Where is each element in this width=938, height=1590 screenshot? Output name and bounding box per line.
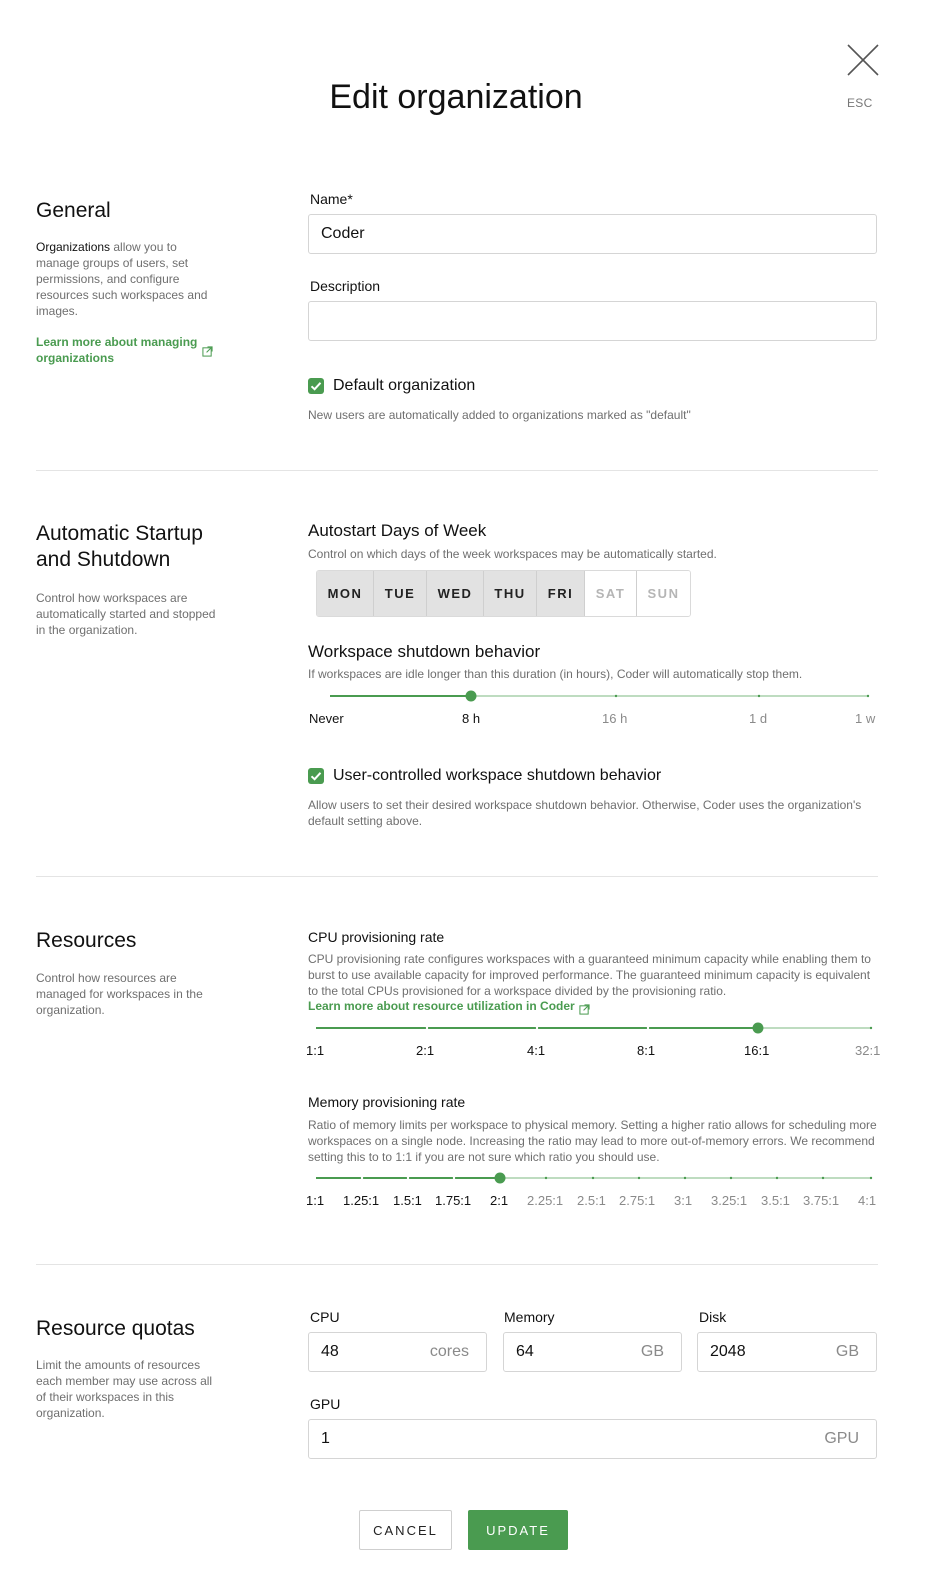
slider-mark xyxy=(867,695,869,697)
disk-quota-unit: GB xyxy=(835,1343,859,1360)
cpu-quota-input[interactable] xyxy=(308,1332,487,1372)
divider xyxy=(36,1264,878,1265)
divider xyxy=(36,470,878,471)
user-controlled-helper: Allow users to set their desired workspace shutdown behavior. Otherwise, Coder uses the organization's default setting above. xyxy=(308,798,862,828)
slider-mark xyxy=(776,1177,778,1179)
mem-tick: 3:1 xyxy=(674,1193,693,1208)
disk-quota-input[interactable] xyxy=(697,1332,877,1372)
name-input[interactable] xyxy=(308,214,877,254)
external-link-icon xyxy=(202,344,213,362)
description-label: Description xyxy=(310,278,381,294)
day-tue-button[interactable]: TUE xyxy=(374,571,427,616)
memory-quota-input[interactable] xyxy=(503,1332,682,1372)
mem-tick: 3.25:1 xyxy=(711,1193,748,1208)
learn-more-organizations-text: Learn more about managing organizations xyxy=(36,335,198,365)
organizations-term: Organizations xyxy=(36,240,111,254)
day-sat-button[interactable]: SAT xyxy=(585,571,637,616)
mem-tick: 2:1 xyxy=(490,1193,509,1208)
slider-mark xyxy=(545,1177,547,1179)
close-icon[interactable] xyxy=(845,42,881,78)
memory-quota-label: Memory xyxy=(504,1309,555,1325)
cancel-button[interactable]: CANCEL xyxy=(359,1510,452,1550)
slider-mark xyxy=(592,1177,594,1179)
cpu-tick-4-1: 4:1 xyxy=(527,1043,546,1058)
gpu-quota-unit: GPU xyxy=(824,1430,859,1447)
slider-mark xyxy=(426,1027,428,1029)
section-title-resources: Resources xyxy=(36,929,137,952)
slider-mark xyxy=(647,1027,649,1029)
name-label xyxy=(310,191,353,207)
update-button[interactable]: UPDATE xyxy=(468,1510,568,1550)
slider-mark xyxy=(361,1177,363,1179)
slider-mark xyxy=(536,1027,538,1029)
day-fri-button[interactable]: FRI xyxy=(537,571,585,616)
cpu-rate-title: CPU provisioning rate xyxy=(308,929,445,945)
mem-tick: 2.75:1 xyxy=(619,1193,656,1208)
description-input[interactable] xyxy=(308,301,877,341)
divider xyxy=(36,876,878,877)
gpu-quota-input[interactable] xyxy=(308,1419,877,1459)
slider-mark xyxy=(615,695,617,697)
checkmark-icon xyxy=(308,768,324,784)
cpu-rate-helper: CPU provisioning rate configures workspaces with a guaranteed minimum capacity while enabling them to burst to use available capacity for improved performance. The guaranteed minimum capacity is equivalent to the total CPUs provisioned for a workspace divided by the provisioning ratio. xyxy=(308,952,871,998)
slider-mark xyxy=(730,1177,732,1179)
cpu-quota-unit: cores xyxy=(429,1343,469,1360)
slider-mark xyxy=(758,695,760,697)
user-controlled-checkbox[interactable] xyxy=(308,768,324,784)
slider-mark xyxy=(822,1177,824,1179)
slider-thumb[interactable] xyxy=(495,1173,506,1184)
mem-tick: 3.5:1 xyxy=(761,1193,790,1208)
memory-rate-helper: Ratio of memory limits per workspace to physical memory. Setting a higher ratio allows for scheduling more workspaces on a single node. Increasing the ratio may lead to more out-of-memory errors. We recommend setting this to to 1:1 if you are not sure which ratio you should use. xyxy=(308,1118,877,1164)
shutdown-slider[interactable] xyxy=(320,686,880,706)
gpu-quota-value: 1 xyxy=(321,1430,330,1447)
shutdown-behavior-title: Workspace shutdown behavior xyxy=(308,642,541,661)
checkmark-icon xyxy=(308,378,324,394)
shutdown-tick-1w: 1 w xyxy=(855,711,876,726)
days-of-week-toggle xyxy=(316,570,691,617)
default-org-helper: New users are automatically added to organizations marked as "default" xyxy=(308,408,691,422)
slider-thumb[interactable] xyxy=(753,1023,764,1034)
day-mon-button[interactable]: MON xyxy=(317,571,374,616)
learn-more-resource-link[interactable] xyxy=(308,999,575,1013)
mem-tick: 1.75:1 xyxy=(435,1193,472,1208)
page-title: Edit organization xyxy=(329,78,583,116)
slider-mark xyxy=(684,1177,686,1179)
shutdown-tick-never: Never xyxy=(309,711,344,726)
memory-quota-value: 64 xyxy=(516,1343,534,1360)
cpu-tick-16-1: 16:1 xyxy=(744,1043,770,1058)
mem-tick: 1.25:1 xyxy=(343,1193,380,1208)
section-desc-autostart: Control how workspaces are automatically started and stopped in the organization. xyxy=(36,591,216,637)
section-title-autostart: Automatic Startup and Shutdown xyxy=(36,522,203,571)
default-org-label[interactable]: Default organization xyxy=(333,377,476,394)
cpu-tick-32-1: 32:1 xyxy=(855,1043,881,1058)
cpu-quota-label: CPU xyxy=(310,1309,340,1325)
slider-mark xyxy=(870,1027,872,1029)
esc-hint: ESC xyxy=(847,96,873,110)
gpu-quota-label: GPU xyxy=(310,1396,341,1412)
memory-quota-unit: GB xyxy=(640,1343,664,1360)
mem-tick: 2.5:1 xyxy=(577,1193,606,1208)
cpu-quota-value: 48 xyxy=(321,1343,339,1360)
shutdown-tick-8h: 8 h xyxy=(462,711,481,726)
cpu-rate-slider[interactable] xyxy=(310,1018,880,1038)
section-desc-resources: Control how resources are managed for workspaces in the organization. xyxy=(36,971,203,1017)
cpu-tick-1-1: 1:1 xyxy=(306,1043,325,1058)
slider-mark xyxy=(453,1177,455,1179)
disk-quota-value: 2048 xyxy=(710,1343,746,1360)
mem-tick: 2.25:1 xyxy=(527,1193,564,1208)
shutdown-tick-1d: 1 d xyxy=(749,711,768,726)
required-marker: * xyxy=(347,191,353,207)
section-title-quotas: Resource quotas xyxy=(36,1317,195,1340)
learn-more-organizations-link[interactable] xyxy=(36,334,216,366)
mem-tick: 1.5:1 xyxy=(393,1193,422,1208)
general-desc-text: allow you to manage groups of users, set permissions, and configure resources such workspaces and images. xyxy=(36,240,208,318)
name-input-value: Coder xyxy=(321,225,365,242)
shutdown-tick-16h: 16 h xyxy=(602,711,628,726)
user-controlled-label[interactable]: User-controlled workspace shutdown behavior xyxy=(333,767,662,784)
mem-tick: 4:1 xyxy=(858,1193,877,1208)
learn-more-resource-text: Learn more about resource utilization in Coder xyxy=(308,999,575,1013)
section-title-general: General xyxy=(36,199,111,222)
day-sun-button[interactable]: SUN xyxy=(637,571,690,616)
slider-thumb[interactable] xyxy=(466,691,477,702)
autostart-days-helper: Control on which days of the week workspaces may be automatically started. xyxy=(308,547,717,561)
section-desc-general xyxy=(36,239,221,319)
shutdown-behavior-helper: If workspaces are idle longer than this duration (in hours), Coder will automatically stop them. xyxy=(308,667,803,681)
day-wed-button[interactable]: WED xyxy=(427,571,484,616)
slider-mark xyxy=(407,1177,409,1179)
cpu-tick-2-1: 2:1 xyxy=(416,1043,435,1058)
disk-quota-label: Disk xyxy=(699,1309,727,1325)
cpu-tick-8-1: 8:1 xyxy=(637,1043,656,1058)
mem-tick: 3.75:1 xyxy=(803,1193,840,1208)
section-desc-quotas: Limit the amounts of resources each member may use across all of their workspaces in this organization. xyxy=(36,1358,213,1420)
mem-tick: 1:1 xyxy=(306,1193,325,1208)
default-org-checkbox[interactable] xyxy=(308,378,324,394)
name-label-text: Name xyxy=(310,191,348,207)
autostart-days-title: Autostart Days of Week xyxy=(308,521,487,540)
slider-mark xyxy=(870,1177,872,1179)
memory-rate-slider[interactable] xyxy=(310,1168,880,1188)
day-thu-button[interactable]: THU xyxy=(484,571,537,616)
memory-rate-title: Memory provisioning rate xyxy=(308,1094,466,1110)
slider-mark xyxy=(638,1177,640,1179)
